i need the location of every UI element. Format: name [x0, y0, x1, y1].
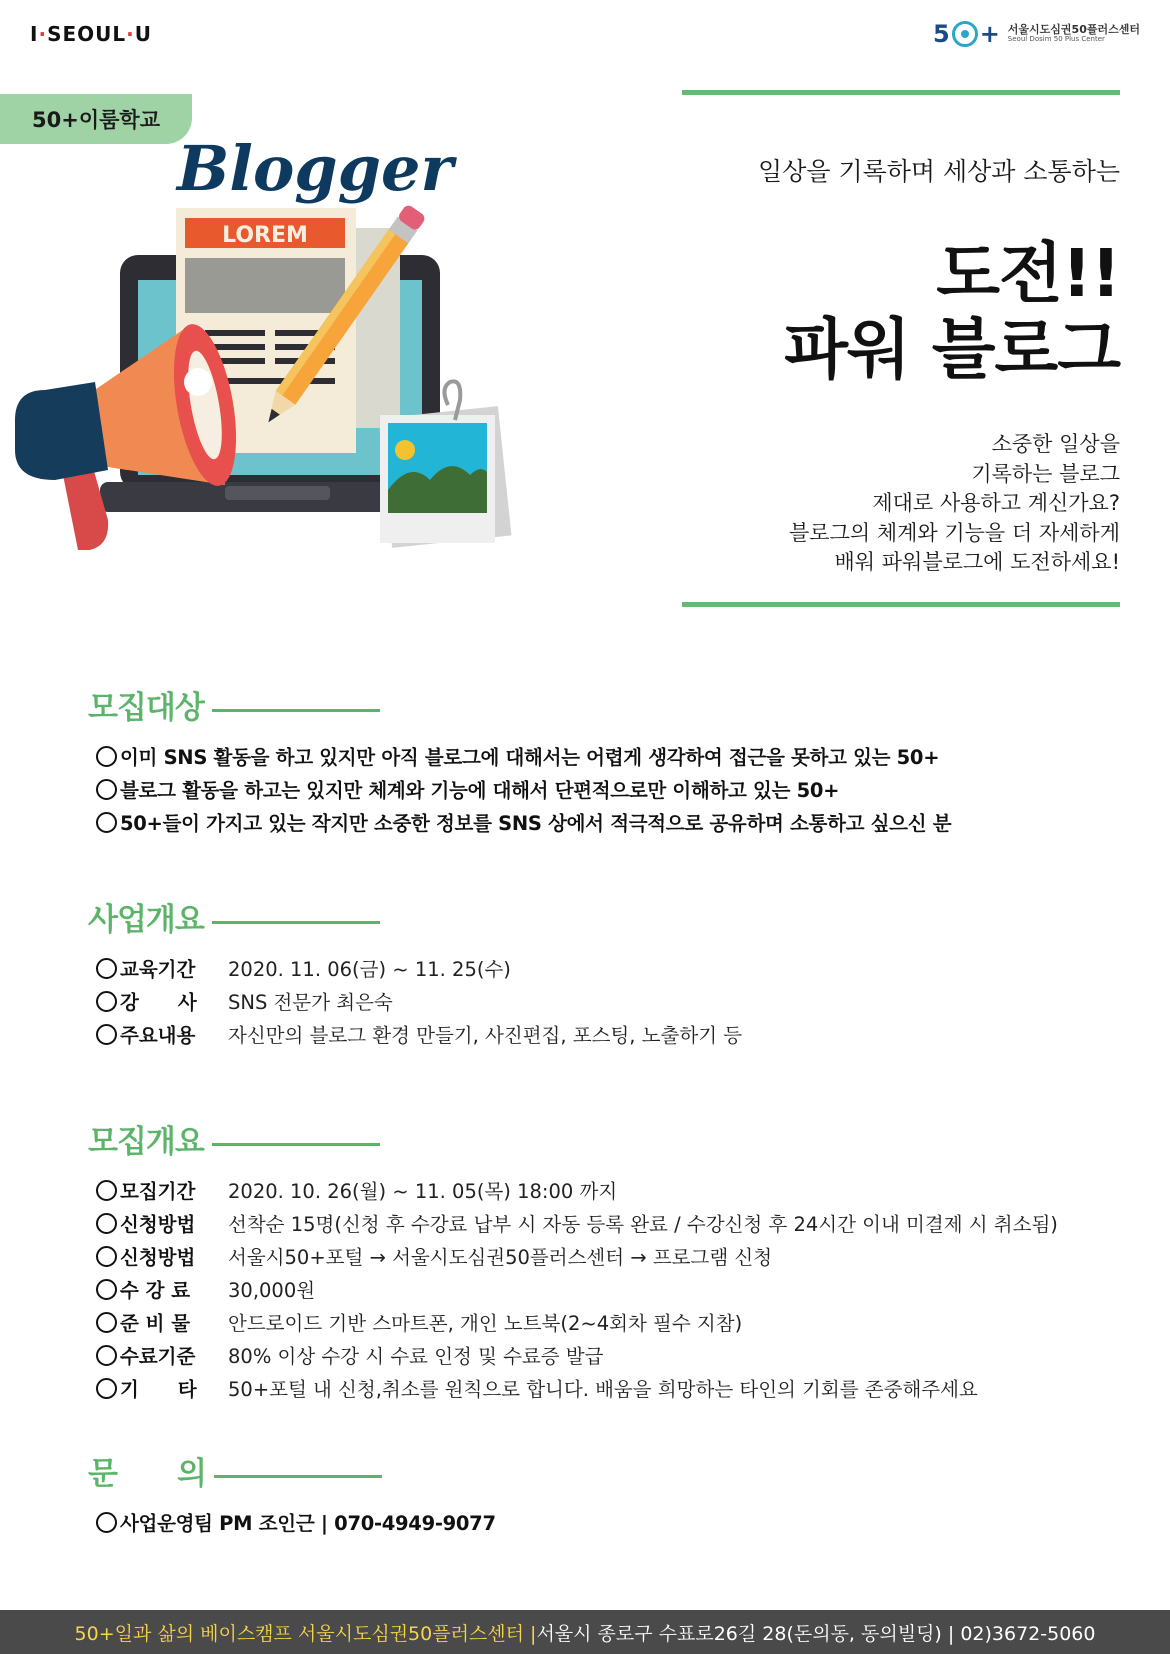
hero-title-line: 파워 블로그 — [784, 311, 1120, 388]
hero-desc-line: 배워 파워블로그에 도전하세요! — [834, 550, 1120, 574]
list-item: 이미 SNS 활동을 하고 있지만 아직 블로그에 대해서는 어렵게 생각하여 접근을 못하고 있는 50+ — [96, 742, 939, 770]
section-title: 모집개요 — [88, 1124, 204, 1160]
blogger-illustration — [0, 120, 560, 600]
info-row: 강 사 SNS 전문가 최은숙 — [96, 987, 393, 1015]
section-contact-heading — [88, 1448, 382, 1493]
hero-title-line: 도전!! — [936, 235, 1120, 312]
section-underline — [212, 921, 380, 924]
hero-desc-line: 블로그의 체계와 기능을 더 자세하게 — [789, 520, 1120, 545]
hero-desc-line: 소중한 일상을 — [991, 432, 1120, 456]
info-row: 수 강 료 30,000원 — [96, 1275, 315, 1303]
footer-bar — [0, 1610, 1170, 1654]
info-row: 교육기간 2020. 11. 06(금) ~ 11. 25(수) — [96, 954, 511, 982]
circle-bullet-icon — [96, 1312, 117, 1333]
hero-description — [789, 430, 1120, 578]
paper-heading: LOREM — [222, 223, 308, 248]
info-row: 수료기준 80% 이상 수강 시 수료 인정 및 수료증 발급 — [96, 1341, 604, 1369]
section-target-heading — [88, 682, 380, 727]
circle-bullet-icon — [96, 1279, 117, 1300]
circle-bullet-icon — [96, 812, 117, 833]
circle-bullet-icon — [96, 1180, 117, 1201]
circle-bullet-icon — [96, 1246, 117, 1267]
hero-divider-top — [682, 90, 1120, 95]
section-title: 모집대상 — [88, 690, 204, 726]
circle-bullet-icon — [96, 1378, 117, 1399]
hero-title — [784, 236, 1120, 388]
circle-bullet-icon — [96, 779, 117, 800]
info-row: 기 타 50+포털 내 신청,취소를 원칙으로 합니다. 배움을 희망하는 타인의 기회를 존중해주세요 — [96, 1374, 978, 1402]
info-row: 신청방법 선착순 15명(신청 후 수강료 납부 시 자동 등록 완료 / 수강신청 후 24시간 이내 미결제 시 취소됨) — [96, 1209, 1058, 1237]
footer-address: 서울시 종로구 수표로26길 28(돈의동, 동의빌딩) | 02)3672-5060 — [536, 1622, 1096, 1645]
section-overview-heading — [88, 894, 380, 939]
school-badge: 50+이룸학교 — [0, 94, 192, 144]
info-row: 준 비 물 안드로이드 기반 스마트폰, 개인 노트북(2~4회차 필수 지참) — [96, 1308, 742, 1336]
list-item: 50+들이 가지고 있는 작지만 소중한 정보를 SNS 상에서 적극적으로 공유하며 소통하고 싶으신 분 — [96, 808, 951, 836]
center-name: 서울시도심권50플러스센터 — [1007, 23, 1140, 37]
circle-bullet-icon — [96, 991, 117, 1012]
info-row: 주요내용 자신만의 블로그 환경 만들기, 사진편집, 포스팅, 노출하기 등 — [96, 1020, 742, 1048]
hero-desc-line: 제대로 사용하고 계신가요? — [872, 491, 1120, 515]
info-row: 모집기간 2020. 10. 26(월) ~ 11. 05(목) 18:00 까지 — [96, 1176, 617, 1204]
circle-bullet-icon — [96, 1512, 117, 1533]
i-seoul-u-logo: I·SEOUL·U — [30, 22, 152, 46]
section-title: 사업개요 — [88, 902, 204, 938]
blogger-title: Blogger — [177, 132, 454, 205]
list-item: 블로그 활동을 하고는 있지만 체계와 기능에 대해서 단편적으로만 이해하고 있는 50+ — [96, 775, 839, 803]
center-logo — [933, 20, 1140, 48]
hero-desc-line: 기록하는 블로그 — [971, 461, 1120, 486]
section-recruit-heading — [88, 1116, 380, 1161]
circle-bullet-icon — [96, 958, 117, 979]
circle-bullet-icon — [96, 1345, 117, 1366]
section-underline — [214, 1475, 382, 1478]
info-row: 신청방법 서울시50+포털 → 서울시도심권50플러스센터 → 프로그램 신청 — [96, 1242, 772, 1270]
hero-tagline: 일상을 기록하며 세상과 소통하는 — [758, 157, 1120, 186]
fifty-plus-mark-icon: 5 + — [932, 20, 1000, 48]
footer-highlight: 50+일과 삶의 베이스캠프 서울시도심권50플러스센터 | — [74, 1622, 537, 1645]
section-underline — [212, 709, 380, 712]
circle-bullet-icon — [96, 1213, 117, 1234]
center-name-en: Seoul Dosim 50 Plus Center — [1007, 35, 1105, 44]
section-underline — [212, 1143, 380, 1146]
contact-line: 사업운영팀 PM 조인근 | 070-4949-9077 — [96, 1508, 496, 1536]
circle-bullet-icon — [96, 1024, 117, 1045]
hero-divider-bottom — [682, 602, 1120, 607]
section-title: 문 의 — [88, 1456, 206, 1492]
circle-bullet-icon — [96, 746, 117, 767]
